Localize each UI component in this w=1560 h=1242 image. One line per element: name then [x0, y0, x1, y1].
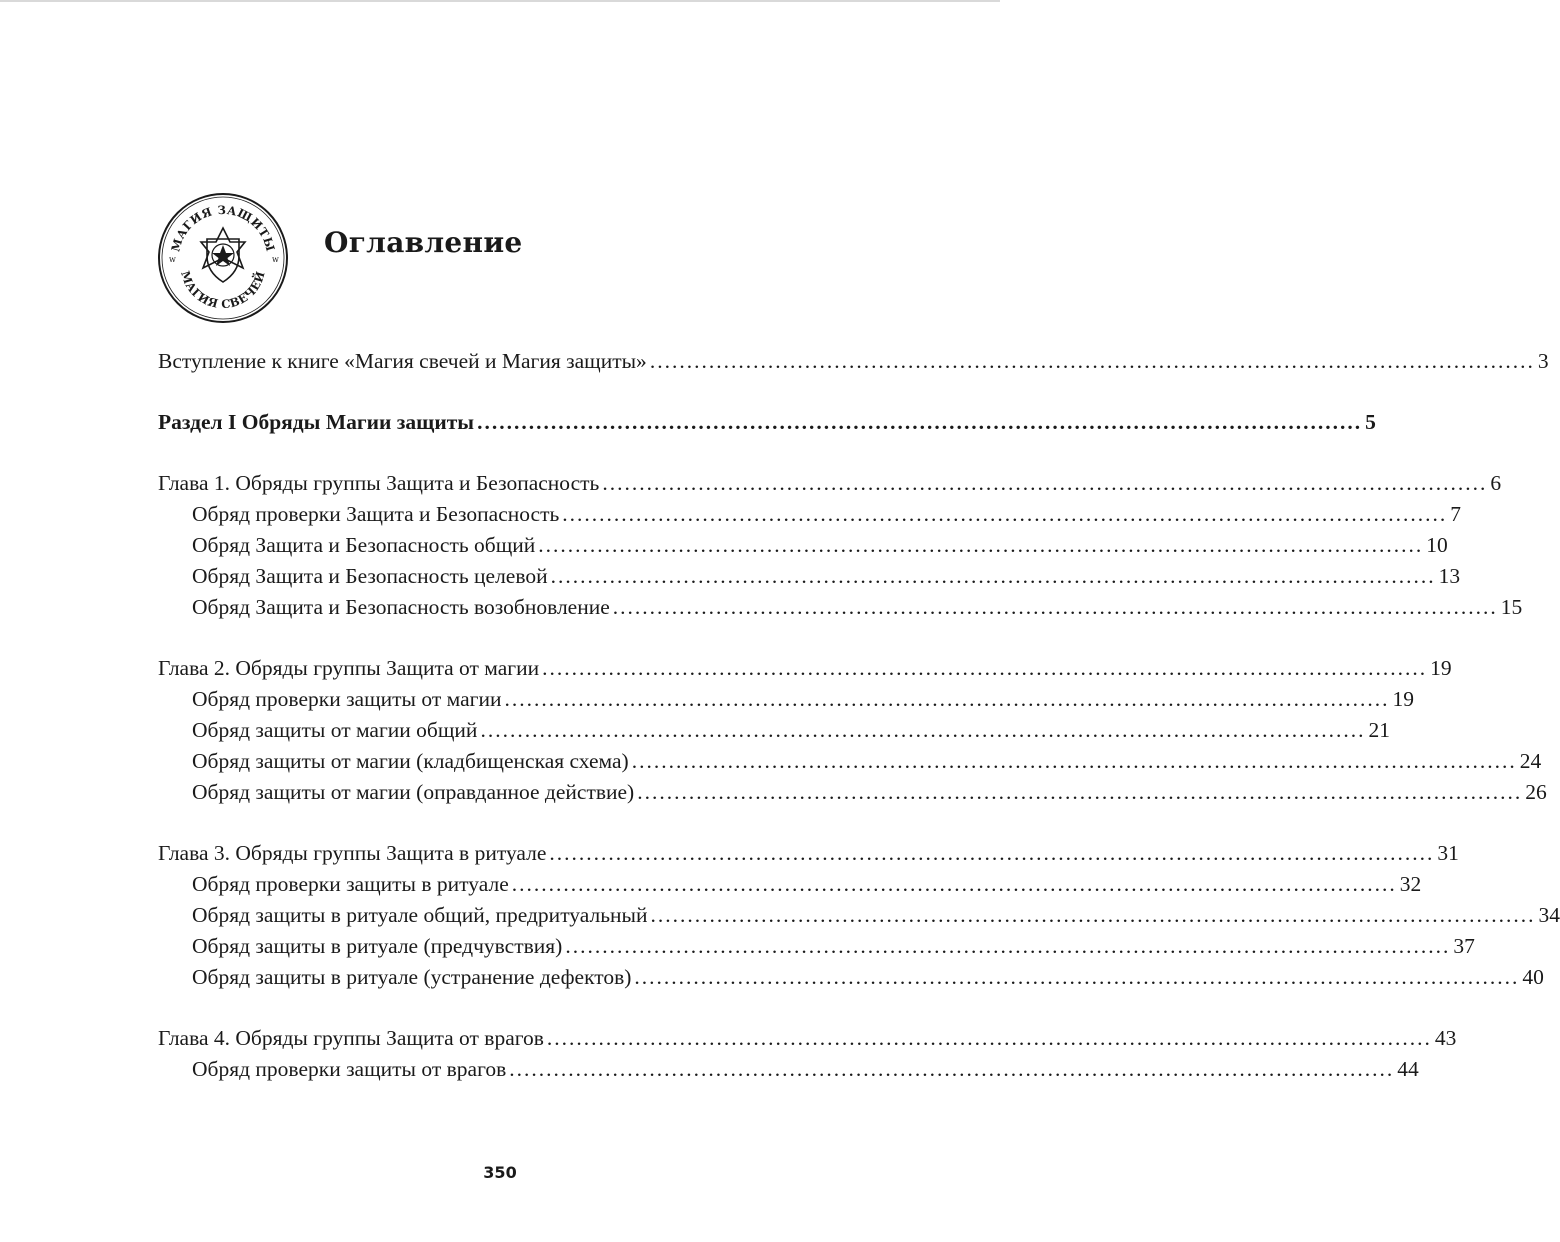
- dot-leader: ........................................................................................................................: [546, 1026, 1432, 1050]
- emblem-right-mark: w: [272, 255, 279, 264]
- toc-entry-page: 3: [1537, 349, 1549, 373]
- emblem-top-text: МАГИЯ ЗАЩИТЫ: [168, 202, 278, 254]
- toc-entry-label: Обряд Защита и Безопасность возобновление: [192, 595, 610, 619]
- toc-entry-page: 7: [1450, 502, 1462, 526]
- toc-entry-label: Раздел I Обряды Магии защиты: [158, 410, 475, 434]
- toc-subentry[interactable]: [158, 777, 1547, 808]
- toc-entry-page: 40: [1522, 965, 1544, 989]
- dot-leader: ........................................................................................................................: [637, 780, 1523, 804]
- toc-entry-page: 19: [1392, 687, 1414, 711]
- toc-entry-label: Обряд защиты от магии (оправданное действие): [192, 780, 635, 804]
- toc-subentry[interactable]: [158, 684, 1414, 715]
- toc-entry-page: 44: [1397, 1057, 1419, 1081]
- toc-subentry[interactable]: [158, 1054, 1419, 1085]
- dot-leader: ........................................................................................................................: [511, 872, 1397, 896]
- toc-entry-page: 24: [1519, 749, 1542, 773]
- toc-entry-page: 15: [1500, 595, 1523, 619]
- page-title: Оглавление: [324, 226, 523, 259]
- toc-entry-label: Глава 2. Обряды группы Защита от магии: [158, 656, 540, 680]
- dot-leader: ........................................................................................................................: [650, 903, 1536, 927]
- toc-entry-label: Обряд защиты от магии общий: [192, 718, 478, 742]
- dot-leader: ........................................................................................................................: [504, 687, 1390, 711]
- toc-entry-chapter-1[interactable]: [158, 468, 1502, 499]
- toc-entry-label: Глава 1. Обряды группы Защита и Безопасность: [158, 471, 600, 495]
- toc-entry-chapter-4[interactable]: [158, 1023, 1457, 1054]
- toc-entry-chapter-2[interactable]: [158, 653, 1452, 684]
- toc-entry-page: 19: [1430, 656, 1452, 680]
- toc-entry-label: Обряд проверки защиты от врагов: [192, 1057, 507, 1081]
- toc-entry-label: Обряд Защита и Безопасность общий: [192, 533, 536, 557]
- toc-subentry[interactable]: [158, 869, 1422, 900]
- toc-entry-label: Глава 4. Обряды группы Защита от врагов: [158, 1026, 544, 1050]
- toc-entry-label: Обряд проверки Защита и Безопасность: [192, 502, 560, 526]
- toc-entry-section-1[interactable]: [158, 407, 1376, 438]
- pentagram-shield-icon: [201, 228, 245, 282]
- toc-subentry[interactable]: [158, 499, 1462, 530]
- dot-leader: ........................................................................................................................: [480, 718, 1366, 742]
- toc-entry-label: Обряд Защита и Безопасность целевой: [192, 564, 548, 588]
- toc-entry-label: Глава 3. Обряды группы Защита в ритуале: [158, 841, 547, 865]
- toc-subentry[interactable]: [158, 715, 1390, 746]
- toc-entry-page: 10: [1426, 533, 1448, 557]
- page-number: 350: [483, 1163, 517, 1182]
- toc-entry-page: 21: [1368, 718, 1390, 742]
- toc-entry-chapter-3[interactable]: [158, 838, 1459, 869]
- toc-subentry[interactable]: [158, 746, 1542, 777]
- dot-leader: ........................................................................................................................: [602, 471, 1488, 495]
- toc-entry-page: 43: [1434, 1026, 1457, 1050]
- toc-subentry[interactable]: [158, 561, 1461, 592]
- dot-leader: ........................................................................................................................: [612, 595, 1498, 619]
- dot-leader: ........................................................................................................................: [477, 410, 1363, 434]
- dot-leader: ........................................................................................................................: [631, 749, 1517, 773]
- dot-leader: ........................................................................................................................: [565, 934, 1451, 958]
- dot-leader: ........................................................................................................................: [509, 1057, 1395, 1081]
- toc-entry-label: Вступление к книге «Магия свечей и Магия защиты»: [158, 349, 647, 373]
- toc-entry-label: Обряд защиты от магии (кладбищенская схема): [192, 749, 629, 773]
- table-of-contents: [158, 346, 1560, 1085]
- toc-entry-intro[interactable]: [158, 346, 1549, 377]
- toc-entry-page: 37: [1453, 934, 1475, 958]
- toc-entry-label: Обряд проверки защиты в ритуале: [192, 872, 509, 896]
- toc-entry-label: Обряд защиты в ритуале (предчувствия): [192, 934, 563, 958]
- toc-entry-page: 6: [1490, 471, 1502, 495]
- toc-entry-page: 13: [1438, 564, 1461, 588]
- top-border: [0, 0, 1000, 2]
- dot-leader: ........................................................................................................................: [649, 349, 1535, 373]
- dot-leader: ........................................................................................................................: [562, 502, 1448, 526]
- toc-entry-page: 31: [1437, 841, 1459, 865]
- toc-entry-label: Обряд проверки защиты от магии: [192, 687, 502, 711]
- toc-subentry[interactable]: [158, 962, 1544, 993]
- toc-entry-page: 32: [1399, 872, 1422, 896]
- dot-leader: ........................................................................................................................: [538, 533, 1424, 557]
- dot-leader: ........................................................................................................................: [549, 841, 1435, 865]
- dot-leader: ........................................................................................................................: [542, 656, 1428, 680]
- emblem-bottom-text: МАГИЯ СВЕЧЕЙ: [178, 269, 268, 312]
- toc-entry-page: 26: [1525, 780, 1547, 804]
- toc-entry-page: 34: [1538, 903, 1560, 927]
- toc-subentry[interactable]: [158, 592, 1523, 623]
- toc-subentry[interactable]: [158, 530, 1448, 561]
- toc-entry-page: 5: [1365, 410, 1376, 434]
- toc-subentry[interactable]: [158, 900, 1560, 931]
- dot-leader: ........................................................................................................................: [550, 564, 1436, 588]
- toc-subentry[interactable]: [158, 931, 1475, 962]
- toc-entry-label: Обряд защиты в ритуале общий, предритуальный: [192, 903, 648, 927]
- toc-entry-label: Обряд защиты в ритуале (устранение дефектов): [192, 965, 632, 989]
- svg-text:МАГИЯ СВЕЧЕЙ: [178, 269, 268, 311]
- dot-leader: ........................................................................................................................: [634, 965, 1520, 989]
- emblem-left-mark: w: [169, 255, 176, 264]
- book-seal-emblem: [157, 192, 289, 324]
